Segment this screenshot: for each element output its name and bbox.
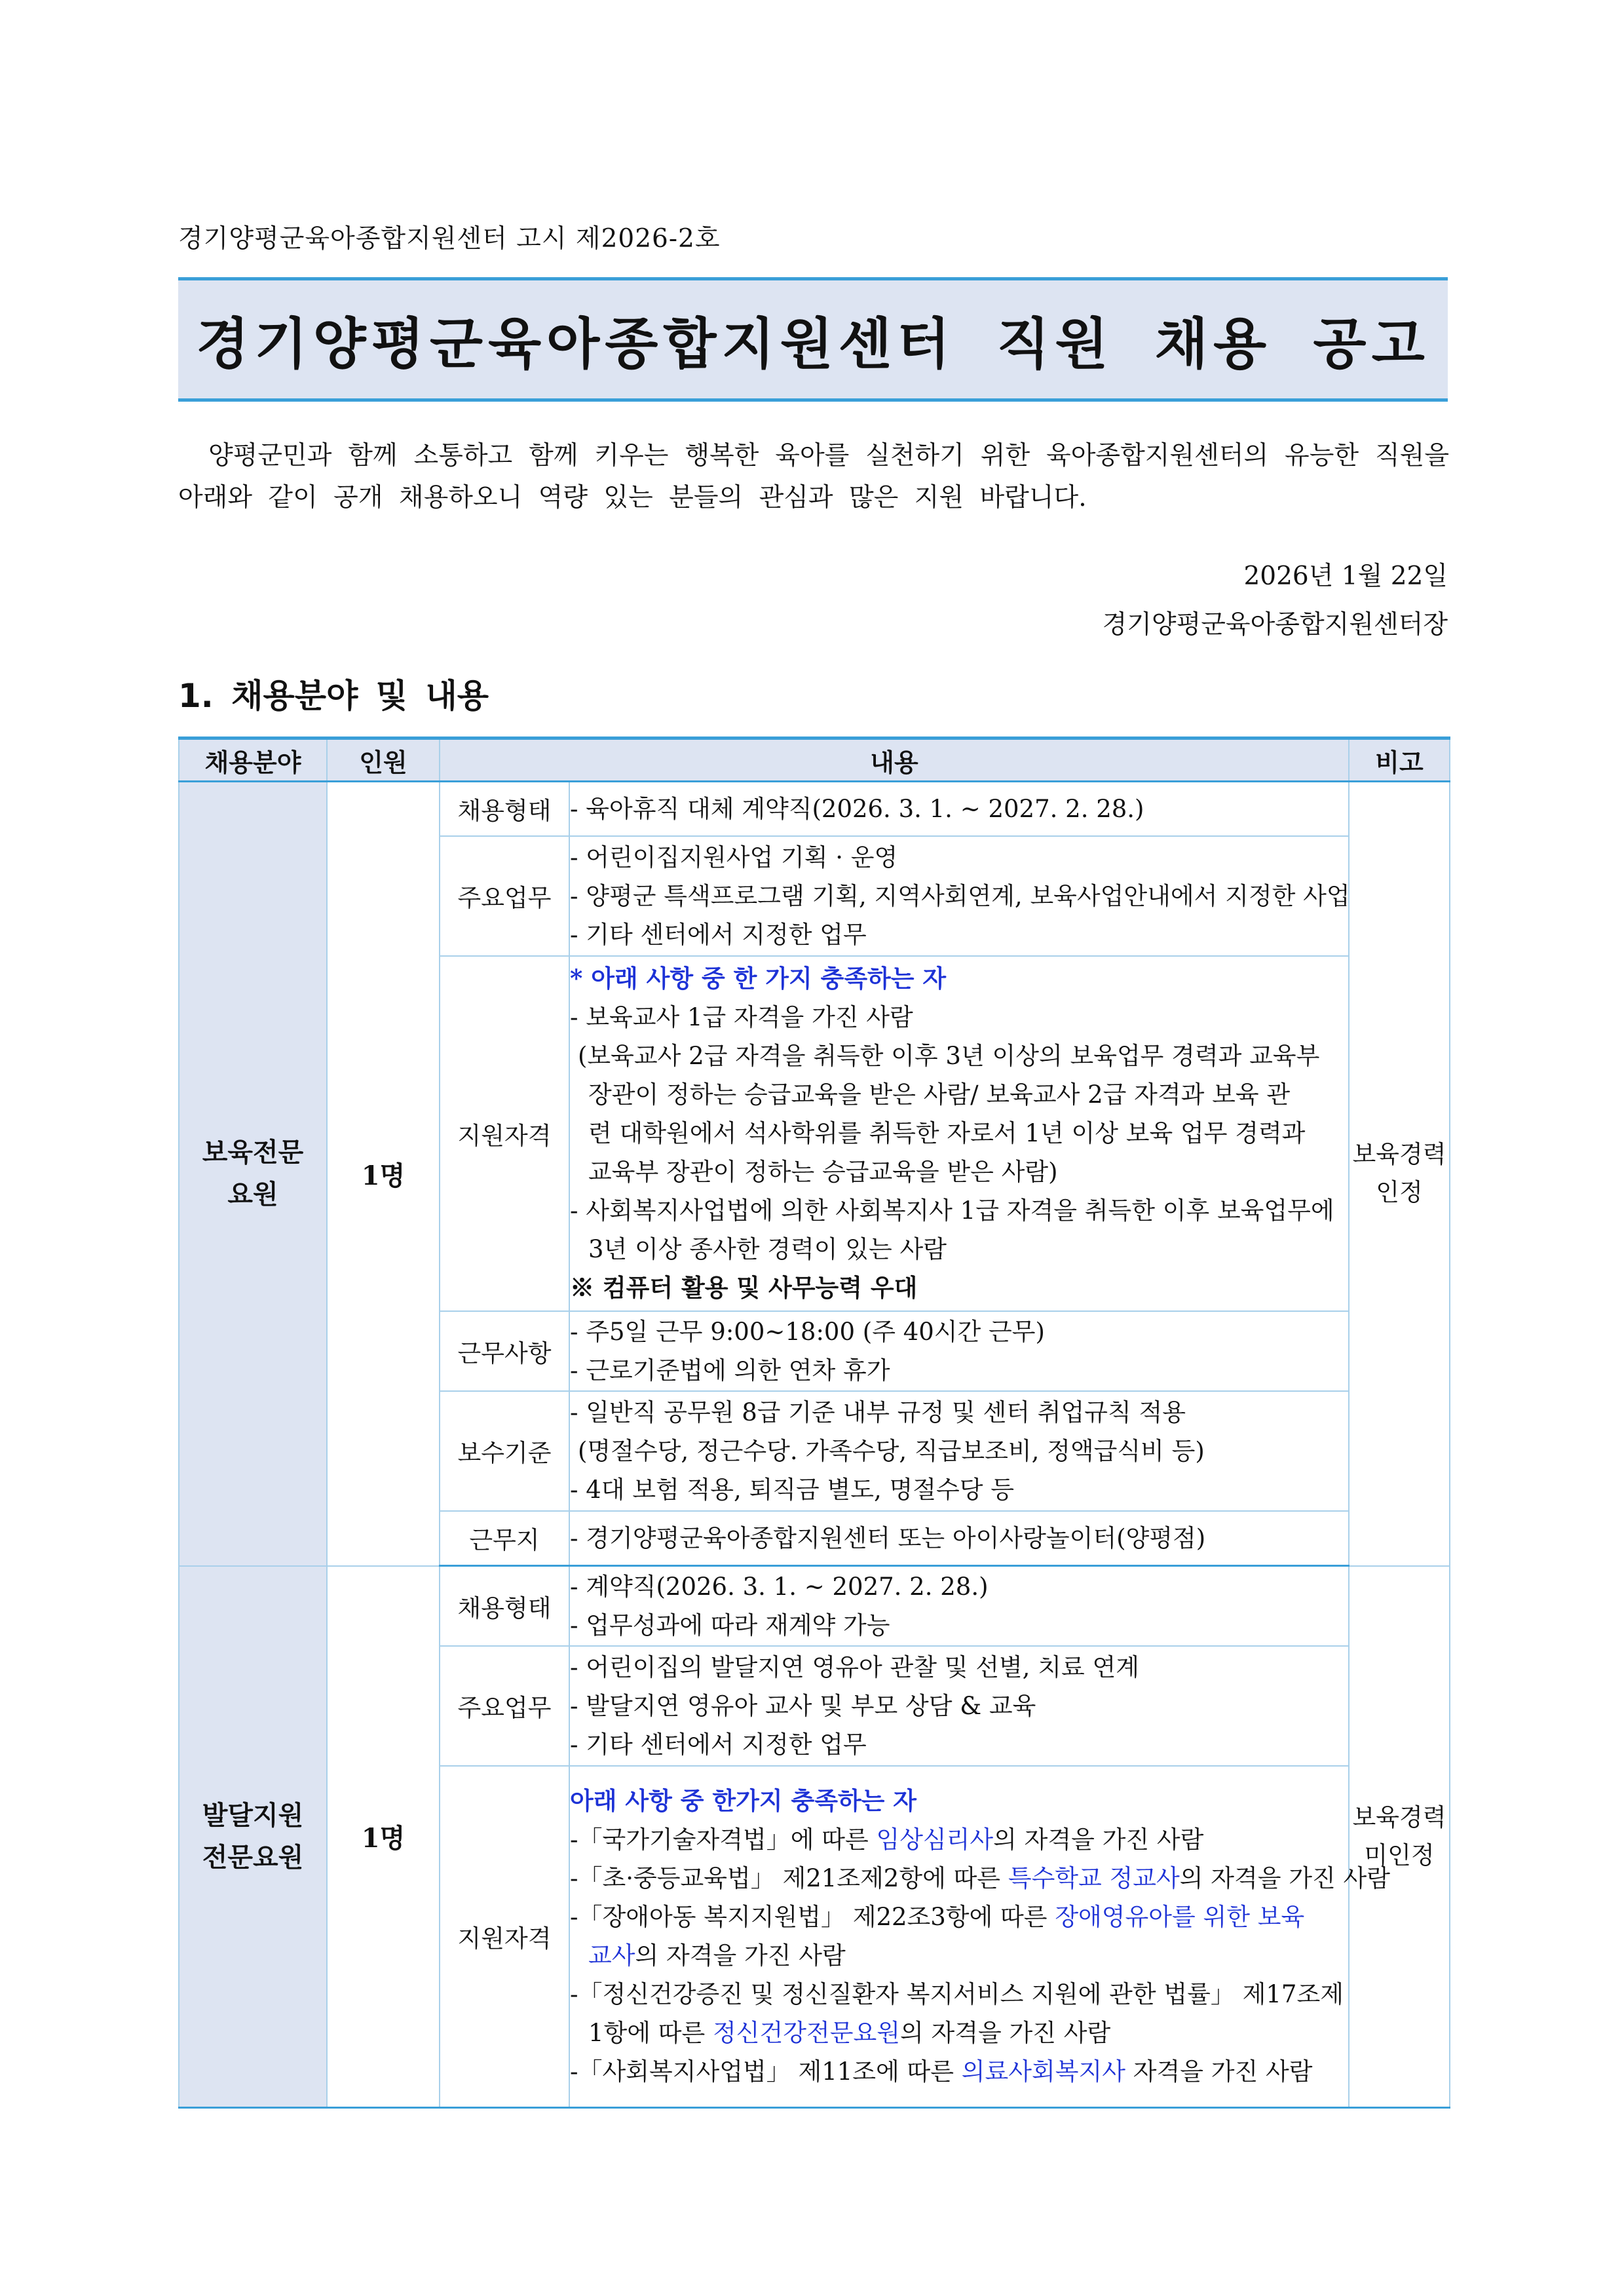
sub-label: 근무사항 <box>440 1311 569 1391</box>
document-title: 경기양평군육아종합지원센터 직원 채용 공고 <box>196 311 1430 376</box>
text-span: 의 자격을 가진 사람 <box>993 1826 1204 1854</box>
table-row <box>179 1566 1450 1646</box>
text-span: -「초·중등교육법」 제21조제2항에 따른 <box>570 1864 1008 1893</box>
highlight-text: 의료사회복지사 <box>961 2057 1125 2086</box>
content-line: 교육부 장관이 정하는 승급교육을 받은 사람) <box>588 1158 1058 1186</box>
note-cell <box>1349 1566 1450 2108</box>
text-span: 의 자격을 가진 사람 <box>635 1942 846 1970</box>
field-name-line: 발달지원 <box>202 1800 304 1831</box>
text-span: -「정신건강증진 및 정신질환자 복지서비스 지원에 관한 법률」 제17조제 <box>570 1980 1344 2009</box>
content-line: - 보육교사 1급 자격을 가진 사람 <box>570 1003 913 1031</box>
content-line: (보육교사 2급 자격을 취득한 이후 3년 이상의 보육업무 경력과 교육부 <box>578 1042 1320 1070</box>
text-span: -「국가기술자격법」에 따른 <box>570 1826 877 1854</box>
content-line <box>570 2014 1348 2052</box>
note-line: 보육경력 <box>1352 1803 1446 1831</box>
content-cell <box>569 1566 1349 1646</box>
sub-label: 주요업무 <box>440 1646 569 1766</box>
content-cell <box>569 836 1349 956</box>
text-span: 의 자격을 가진 사람 <box>1179 1864 1391 1893</box>
content-line: - 육아휴직 대체 계약직(2026. 3. 1. ~ 2027. 2. 28.) <box>570 794 1144 823</box>
content-line: - 사회복지사업법에 의한 사회복지사 1급 자격을 취득한 이후 보육업무에 <box>570 1196 1334 1225</box>
content-line: ※ 컴퓨터 활용 및 사무능력 우대 <box>570 1273 918 1302</box>
field-name-line: 전문요원 <box>202 1842 304 1873</box>
content-cell <box>569 1511 1349 1566</box>
field-name-line: 요원 <box>227 1179 278 1210</box>
sub-label: 주요업무 <box>440 836 569 956</box>
content-cell <box>569 1311 1349 1391</box>
highlight-text: 정신건강전문요원 <box>713 2019 900 2048</box>
header-note: 비고 <box>1349 738 1450 782</box>
field-cell <box>179 1566 327 2108</box>
note-line: 보육경력 <box>1352 1140 1446 1169</box>
sub-label: 지원자격 <box>440 956 569 1311</box>
content-line: 3년 이상 종사한 경력이 있는 사람 <box>588 1235 947 1263</box>
text-span: -「장애아동 복지지원법」 제22조3항에 따른 <box>570 1903 1055 1932</box>
sub-label: 채용형태 <box>440 782 569 836</box>
content-cell <box>569 1391 1349 1511</box>
intro-line-1: 양평군민과 함께 소통하고 함께 키우는 행복한 육아를 실천하기 위한 육아종합지원센터의 유능한 직원을 <box>208 441 1449 470</box>
content-line: - 일반직 공무원 8급 기준 내부 규정 및 센터 취업규칙 적용 <box>570 1398 1186 1426</box>
content-line: - 근로기준법에 의한 연차 휴가 <box>570 1356 890 1385</box>
text-span: 의 자격을 가진 사람 <box>899 2019 1111 2048</box>
content-line: - 업무성과에 따라 재계약 가능 <box>570 1611 890 1639</box>
issuer-name: 경기양평군육아종합지원센터장 <box>1102 610 1448 640</box>
text-span: -「사회복지사업법」 제11조에 따른 <box>570 2057 962 2086</box>
intro-paragraph <box>178 435 1449 519</box>
content-cell <box>569 956 1349 1311</box>
recruitment-table <box>178 737 1450 2109</box>
content-line: - 주5일 근무 9:00~18:00 (주 40시간 근무) <box>570 1317 1045 1346</box>
content-cell <box>569 782 1349 836</box>
content-line <box>570 1859 1391 1898</box>
note-line: 인정 <box>1376 1178 1423 1207</box>
content-line: 련 대학원에서 석사학위를 취득한 자로서 1년 이상 보육 업무 경력과 <box>588 1119 1306 1147</box>
highlight-text: 특수학교 정교사 <box>1008 1864 1180 1893</box>
sub-label: 근무지 <box>440 1511 569 1566</box>
content-line <box>570 1936 1348 1975</box>
content-line: - 기타 센터에서 지정한 업무 <box>570 920 867 949</box>
content-line: (명절수당, 정근수당. 가족수당, 직급보조비, 정액급식비 등) <box>578 1436 1205 1465</box>
field-cell <box>179 782 327 1566</box>
content-line: 장관이 정하는 승급교육을 받은 사람/ 보육교사 2급 자격과 보육 관 <box>588 1081 1291 1109</box>
header-content: 내용 <box>440 738 1349 782</box>
sub-label: 지원자격 <box>440 1766 569 2108</box>
table-header-row <box>179 738 1450 782</box>
content-line <box>570 2052 1348 2091</box>
intro-line-2: 아래와 같이 공개 채용하오니 역량 있는 분들의 관심과 많은 지원 바랍니다. <box>178 483 1087 512</box>
content-line: - 계약직(2026. 3. 1. ~ 2027. 2. 28.) <box>570 1572 989 1601</box>
count-cell: 1명 <box>327 1566 440 2108</box>
sub-label: 채용형태 <box>440 1566 569 1646</box>
content-line <box>570 1975 1348 2014</box>
note-cell <box>1349 782 1450 1566</box>
content-line: * 아래 사항 중 한 가지 충족하는 자 <box>570 964 947 993</box>
section-title: 1. 채용분야 및 내용 <box>178 677 489 715</box>
content-cell <box>569 1766 1391 2108</box>
notice-number: 경기양평군육아종합지원센터 고시 제2026-2호 <box>178 224 721 254</box>
content-line: - 양평군 특색프로그램 기획, 지역사회연계, 보육사업안내에서 지정한 사업 <box>570 881 1350 910</box>
content-line: - 어린이집의 발달지연 영유아 관찰 및 선별, 치료 연계 <box>570 1653 1139 1681</box>
content-line: - 경기양평군육아종합지원센터 또는 아이사랑놀이터(양평점) <box>570 1523 1206 1552</box>
content-line: - 어린이집지원사업 기획 · 운영 <box>570 843 898 871</box>
sub-label: 보수기준 <box>440 1391 569 1511</box>
table-row <box>179 782 1450 836</box>
content-line <box>570 1820 1348 1859</box>
field-name-line: 보육전문 <box>202 1138 304 1168</box>
count-cell: 1명 <box>327 782 440 1566</box>
content-line: - 4대 보험 적용, 퇴직금 별도, 명절수당 등 <box>570 1475 1015 1504</box>
header-count: 인원 <box>327 738 440 782</box>
title-banner <box>178 277 1448 402</box>
highlight-text: 장애영유아를 위한 보육 <box>1055 1903 1305 1932</box>
text-span: 1항에 따른 <box>588 2019 713 2048</box>
highlight-text: 임상심리사 <box>876 1826 994 1854</box>
content-line: - 발달지연 영유아 교사 및 부모 상담 & 교육 <box>570 1691 1036 1720</box>
note-line: 미인정 <box>1364 1841 1435 1869</box>
content-line: - 기타 센터에서 지정한 업무 <box>570 1730 867 1759</box>
content-line: 아래 사항 중 한가지 충족하는 자 <box>570 1786 917 1816</box>
content-line <box>570 1898 1348 1936</box>
content-cell <box>569 1646 1349 1766</box>
notice-date: 2026년 1월 22일 <box>1243 562 1448 591</box>
highlight-text: 교사 <box>588 1942 635 1970</box>
text-span: 자격을 가진 사람 <box>1125 2057 1313 2086</box>
header-field: 채용분야 <box>179 738 327 782</box>
